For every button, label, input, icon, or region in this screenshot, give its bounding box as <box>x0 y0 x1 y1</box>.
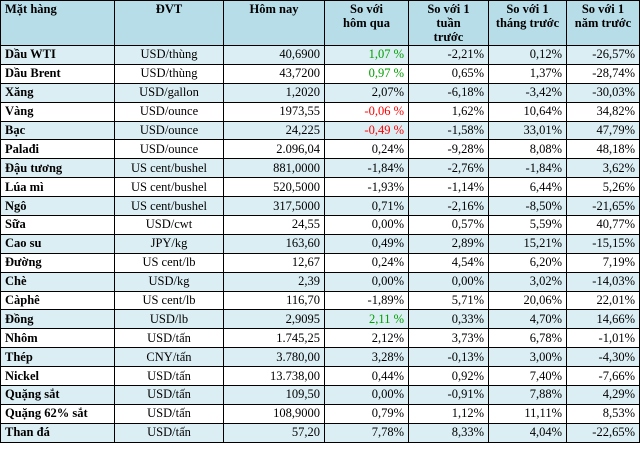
change-vs-month-cell: 10,64% <box>489 102 567 121</box>
change-vs-week-cell: -9,28% <box>409 140 489 159</box>
change-vs-month-cell: 6,44% <box>489 178 567 197</box>
commodity-name-cell: Dầu WTI <box>1 46 115 65</box>
commodity-name-cell: Cao su <box>1 234 115 253</box>
change-vs-week-cell: 8,33% <box>409 423 489 442</box>
unit-cell: USD/gallon <box>115 83 224 102</box>
commodity-name-cell: Quặng sắt <box>1 386 115 405</box>
change-vs-yesterday-cell: -0,06 % <box>325 102 409 121</box>
table-row <box>1 367 640 386</box>
change-vs-yesterday-cell: -0,49 % <box>325 121 409 140</box>
table-row <box>1 83 640 102</box>
today-price-cell: 3.780,00 <box>224 348 325 367</box>
table-row <box>1 404 640 423</box>
header-vs-year-line1: So với 1 <box>581 2 625 16</box>
unit-cell: USD/tấn <box>115 404 224 423</box>
change-vs-month-cell: 6,20% <box>489 253 567 272</box>
change-vs-yesterday-cell: 2,07% <box>325 83 409 102</box>
change-vs-yesterday-cell: -1,89% <box>325 291 409 310</box>
commodity-name-cell: Nickel <box>1 367 115 386</box>
header-unit-label: ĐVT <box>155 2 183 16</box>
table-row <box>1 310 640 329</box>
change-vs-week-cell: 0,33% <box>409 310 489 329</box>
unit-cell: US cent/bushel <box>115 159 224 178</box>
commodity-name-cell: Lúa mì <box>1 178 115 197</box>
change-vs-week-cell: -2,76% <box>409 159 489 178</box>
unit-cell: USD/cwt <box>115 216 224 235</box>
change-vs-year-cell: 40,77% <box>567 216 640 235</box>
today-price-cell: 57,20 <box>224 423 325 442</box>
change-vs-yesterday-cell: 0,00% <box>325 216 409 235</box>
today-price-cell: 1,2020 <box>224 83 325 102</box>
change-vs-year-cell: -22,65% <box>567 423 640 442</box>
header-vs-yesterday <box>325 1 409 46</box>
unit-cell: USD/thùng <box>115 64 224 83</box>
table-header-row <box>1 1 640 46</box>
change-vs-yesterday-cell: -1,84% <box>325 159 409 178</box>
change-vs-year-cell: -30,03% <box>567 83 640 102</box>
change-vs-year-cell: 5,26% <box>567 178 640 197</box>
header-vs-month-line1: So với 1 <box>506 2 549 16</box>
change-vs-week-cell: 2,89% <box>409 234 489 253</box>
change-vs-month-cell: 4,04% <box>489 423 567 442</box>
change-vs-yesterday-cell: 2,12% <box>325 329 409 348</box>
today-price-cell: 40,6900 <box>224 46 325 65</box>
commodity-name-cell: Đường <box>1 253 115 272</box>
header-vs-year <box>567 1 640 46</box>
change-vs-year-cell: -1,01% <box>567 329 640 348</box>
table-row <box>1 216 640 235</box>
change-vs-week-cell: -0,91% <box>409 386 489 405</box>
change-vs-yesterday-cell: 0,00% <box>325 386 409 405</box>
change-vs-week-cell: -2,16% <box>409 197 489 216</box>
change-vs-month-cell: 6,78% <box>489 329 567 348</box>
commodity-name-cell: Quặng 62% sắt <box>1 404 115 423</box>
change-vs-yesterday-cell: 0,24% <box>325 140 409 159</box>
commodity-name-cell: Thép <box>1 348 115 367</box>
change-vs-year-cell: 47,79% <box>567 121 640 140</box>
commodity-name-cell: Sữa <box>1 216 115 235</box>
change-vs-week-cell: 5,71% <box>409 291 489 310</box>
change-vs-year-cell: 4,29% <box>567 386 640 405</box>
change-vs-year-cell: -26,57% <box>567 46 640 65</box>
change-vs-year-cell: -21,65% <box>567 197 640 216</box>
change-vs-yesterday-cell: -1,93% <box>325 178 409 197</box>
change-vs-week-cell: 0,65% <box>409 64 489 83</box>
unit-cell: USD/tấn <box>115 423 224 442</box>
table-row <box>1 329 640 348</box>
change-vs-yesterday-cell: 2,11 % <box>325 310 409 329</box>
table-row <box>1 386 640 405</box>
commodity-name-cell: Palađi <box>1 140 115 159</box>
unit-cell: US cent/lb <box>115 253 224 272</box>
unit-cell: US cent/lb <box>115 291 224 310</box>
table-row <box>1 46 640 65</box>
table-row <box>1 102 640 121</box>
today-price-cell: 2,9095 <box>224 310 325 329</box>
change-vs-year-cell: 8,53% <box>567 404 640 423</box>
table-row <box>1 253 640 272</box>
unit-cell: USD/tấn <box>115 329 224 348</box>
unit-cell: USD/tấn <box>115 367 224 386</box>
change-vs-yesterday-cell: 0,79% <box>325 404 409 423</box>
change-vs-month-cell: -3,42% <box>489 83 567 102</box>
change-vs-month-cell: 4,70% <box>489 310 567 329</box>
change-vs-year-cell: 34,82% <box>567 102 640 121</box>
unit-cell: USD/tấn <box>115 386 224 405</box>
change-vs-year-cell: 3,62% <box>567 159 640 178</box>
change-vs-year-cell: -14,03% <box>567 272 640 291</box>
unit-cell: USD/ounce <box>115 140 224 159</box>
change-vs-week-cell: 4,54% <box>409 253 489 272</box>
unit-cell: USD/lb <box>115 310 224 329</box>
header-vs-week-line2: tuần <box>436 16 461 30</box>
header-vs-month-line2: tháng trước <box>495 16 560 30</box>
table-row <box>1 197 640 216</box>
change-vs-yesterday-cell: 7,78% <box>325 423 409 442</box>
unit-cell: USD/ounce <box>115 121 224 140</box>
table-row <box>1 121 640 140</box>
change-vs-year-cell: -7,66% <box>567 367 640 386</box>
unit-cell: USD/ounce <box>115 102 224 121</box>
change-vs-month-cell: 15,21% <box>489 234 567 253</box>
today-price-cell: 317,5000 <box>224 197 325 216</box>
unit-cell: US cent/bushel <box>115 178 224 197</box>
change-vs-month-cell: 7,88% <box>489 386 567 405</box>
change-vs-yesterday-cell: 0,00% <box>325 272 409 291</box>
commodity-name-cell: Bạc <box>1 121 115 140</box>
change-vs-week-cell: -0,13% <box>409 348 489 367</box>
change-vs-yesterday-cell: 0,49% <box>325 234 409 253</box>
unit-cell: USD/thùng <box>115 46 224 65</box>
change-vs-month-cell: -1,84% <box>489 159 567 178</box>
header-commodity-label: Mặt hàng <box>5 2 57 16</box>
change-vs-week-cell: 0,57% <box>409 216 489 235</box>
today-price-cell: 2,39 <box>224 272 325 291</box>
change-vs-month-cell: 3,00% <box>489 348 567 367</box>
header-commodity <box>1 1 115 46</box>
today-price-cell: 116,70 <box>224 291 325 310</box>
unit-cell: JPY/kg <box>115 234 224 253</box>
change-vs-week-cell: -1,14% <box>409 178 489 197</box>
commodity-name-cell: Đồng <box>1 310 115 329</box>
unit-cell: CNY/tấn <box>115 348 224 367</box>
change-vs-month-cell: 20,06% <box>489 291 567 310</box>
today-price-cell: 1.745,25 <box>224 329 325 348</box>
table-row <box>1 423 640 442</box>
unit-cell: US cent/bushel <box>115 197 224 216</box>
header-vs-week-line1: So với 1 <box>427 2 470 16</box>
table-row <box>1 234 640 253</box>
header-vs-yesterday-line2: hôm qua <box>343 16 390 30</box>
commodity-name-cell: Càphê <box>1 291 115 310</box>
change-vs-week-cell: 0,92% <box>409 367 489 386</box>
change-vs-yesterday-cell: 0,97 % <box>325 64 409 83</box>
change-vs-month-cell: 11,11% <box>489 404 567 423</box>
today-price-cell: 520,5000 <box>224 178 325 197</box>
change-vs-week-cell: -2,21% <box>409 46 489 65</box>
header-vs-year-line2: năm trước <box>574 16 632 30</box>
table-row <box>1 178 640 197</box>
change-vs-month-cell: 1,37% <box>489 64 567 83</box>
change-vs-year-cell: -15,15% <box>567 234 640 253</box>
change-vs-week-cell: 1,12% <box>409 404 489 423</box>
table-row <box>1 159 640 178</box>
change-vs-year-cell: 7,19% <box>567 253 640 272</box>
header-vs-week-line3: trước <box>433 30 464 44</box>
today-price-cell: 109,50 <box>224 386 325 405</box>
today-price-cell: 24,225 <box>224 121 325 140</box>
today-price-cell: 24,55 <box>224 216 325 235</box>
change-vs-month-cell: 3,02% <box>489 272 567 291</box>
table-row <box>1 348 640 367</box>
header-vs-yesterday-line1: So với <box>350 2 383 16</box>
change-vs-month-cell: -8,50% <box>489 197 567 216</box>
change-vs-month-cell: 0,12% <box>489 46 567 65</box>
change-vs-month-cell: 7,40% <box>489 367 567 386</box>
commodity-name-cell: Nhôm <box>1 329 115 348</box>
table-row <box>1 140 640 159</box>
today-price-cell: 2.096,04 <box>224 140 325 159</box>
change-vs-week-cell: -6,18% <box>409 83 489 102</box>
change-vs-yesterday-cell: 3,28% <box>325 348 409 367</box>
header-vs-month <box>489 1 567 46</box>
today-price-cell: 163,60 <box>224 234 325 253</box>
commodity-name-cell: Ngô <box>1 197 115 216</box>
today-price-cell: 1973,55 <box>224 102 325 121</box>
commodity-name-cell: Dầu Brent <box>1 64 115 83</box>
commodity-name-cell: Chè <box>1 272 115 291</box>
header-vs-week <box>409 1 489 46</box>
change-vs-week-cell: 0,00% <box>409 272 489 291</box>
change-vs-year-cell: 14,66% <box>567 310 640 329</box>
change-vs-month-cell: 8,08% <box>489 140 567 159</box>
today-price-cell: 43,7200 <box>224 64 325 83</box>
today-price-cell: 13.738,00 <box>224 367 325 386</box>
change-vs-year-cell: 22,01% <box>567 291 640 310</box>
change-vs-yesterday-cell: 0,24% <box>325 253 409 272</box>
table-row <box>1 272 640 291</box>
change-vs-month-cell: 33,01% <box>489 121 567 140</box>
commodity-name-cell: Xăng <box>1 83 115 102</box>
today-price-cell: 12,67 <box>224 253 325 272</box>
change-vs-week-cell: -1,58% <box>409 121 489 140</box>
today-price-cell: 108,9000 <box>224 404 325 423</box>
header-today <box>224 1 325 46</box>
table-body <box>1 46 640 443</box>
today-price-cell: 881,0000 <box>224 159 325 178</box>
commodity-name-cell: Than đá <box>1 423 115 442</box>
header-today-label: Hôm nay <box>249 2 299 16</box>
change-vs-month-cell: 5,59% <box>489 216 567 235</box>
change-vs-week-cell: 3,73% <box>409 329 489 348</box>
change-vs-year-cell: 48,18% <box>567 140 640 159</box>
change-vs-year-cell: -4,30% <box>567 348 640 367</box>
change-vs-year-cell: -28,74% <box>567 64 640 83</box>
table-row <box>1 64 640 83</box>
table-row <box>1 291 640 310</box>
change-vs-week-cell: 1,62% <box>409 102 489 121</box>
header-unit <box>115 1 224 46</box>
commodity-name-cell: Đậu tương <box>1 159 115 178</box>
change-vs-yesterday-cell: 0,71% <box>325 197 409 216</box>
change-vs-yesterday-cell: 0,44% <box>325 367 409 386</box>
commodity-name-cell: Vàng <box>1 102 115 121</box>
unit-cell: USD/kg <box>115 272 224 291</box>
change-vs-yesterday-cell: 1,07 % <box>325 46 409 65</box>
